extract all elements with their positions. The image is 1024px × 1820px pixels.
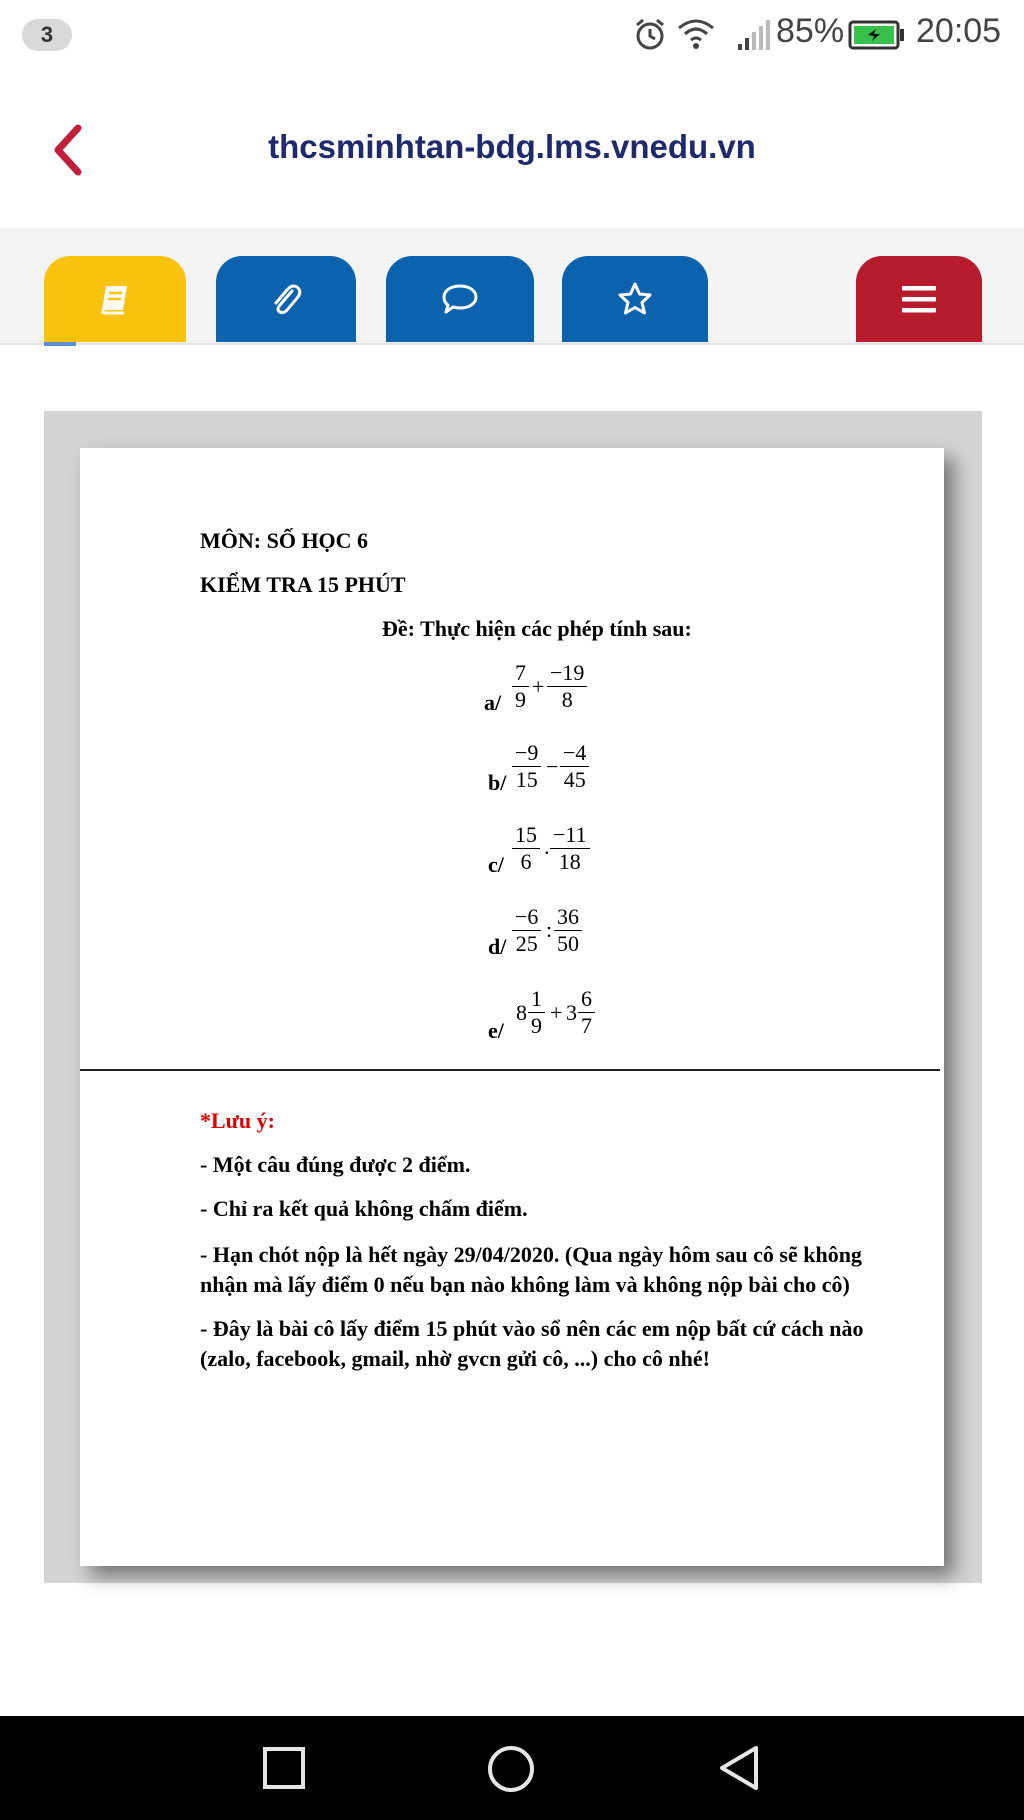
fraction <box>512 740 541 793</box>
denominator: 9 <box>531 1013 542 1038</box>
problem-label: b/ <box>488 770 507 795</box>
fraction <box>528 986 545 1039</box>
note-item: - Hạn chót nộp là hết ngày 29/04/2020. (Qua ngày hôm sau cô sẽ không nhận mà lấy điểm 0 nếu bạn nào không làm và không nộp bài cho cô) <box>200 1242 862 1297</box>
wifi-icon <box>676 16 716 50</box>
numerator: 7 <box>512 660 529 687</box>
note-title: *Lưu ý: <box>200 1108 275 1133</box>
numerator: 1 <box>528 986 545 1013</box>
problem-label: a/ <box>484 690 502 715</box>
status-bar <box>0 0 1024 70</box>
denominator: 18 <box>558 849 581 874</box>
math-problem <box>484 660 704 722</box>
star-icon <box>617 281 653 317</box>
recent-apps-icon[interactable] <box>262 1746 306 1790</box>
numerator: 15 <box>512 822 540 849</box>
operator: + <box>532 674 545 699</box>
fraction <box>547 660 587 713</box>
problem-label: e/ <box>488 1018 504 1043</box>
fraction <box>554 904 582 957</box>
fraction <box>560 740 589 793</box>
denominator: 7 <box>581 1013 592 1038</box>
denominator: 50 <box>557 931 579 956</box>
signal-icon <box>736 18 772 52</box>
operator: − <box>546 754 559 779</box>
numerator: 6 <box>578 986 595 1013</box>
fraction <box>512 660 529 713</box>
math-problem <box>488 822 708 884</box>
numerator: −11 <box>550 822 590 849</box>
doc-test-name: KIỂM TRA 15 PHÚT <box>200 572 406 597</box>
note-item: - Chỉ ra kết quả không chấm điểm. <box>200 1196 528 1221</box>
denominator: 8 <box>561 687 573 712</box>
tab-attachments[interactable] <box>216 256 356 342</box>
fraction <box>512 822 540 875</box>
denominator: 6 <box>520 849 532 874</box>
note-item: - Một câu đúng được 2 điểm. <box>200 1152 471 1177</box>
denominator: 9 <box>515 687 526 712</box>
note-item: - Đây là bài cô lấy điểm 15 phút vào sổ nên các em nộp bất cứ cách nào (zalo, facebook, gmail, nhờ gvcn gửi cô, ...) cho cô nhé! <box>200 1316 864 1371</box>
notebook-icon <box>98 282 132 316</box>
doc-subject: MÔN: SỐ HỌC 6 <box>200 528 369 553</box>
fraction <box>578 986 595 1039</box>
math-problem <box>488 904 708 966</box>
problem-label: d/ <box>488 934 507 959</box>
battery-icon <box>848 20 906 50</box>
tab-favorites[interactable] <box>562 256 708 342</box>
home-icon[interactable] <box>486 1744 536 1794</box>
denominator: 45 <box>563 767 586 792</box>
fraction <box>550 822 590 875</box>
numerator: 36 <box>554 904 582 931</box>
tab-chat[interactable] <box>386 256 534 342</box>
document-page <box>80 448 944 1566</box>
math-problem <box>488 986 708 1048</box>
fraction <box>512 904 541 957</box>
alarm-icon <box>632 16 668 52</box>
numerator: −9 <box>512 740 541 767</box>
system-nav-bar <box>0 1716 1024 1820</box>
document-divider <box>80 1069 940 1071</box>
tab-menu[interactable] <box>856 256 982 342</box>
clock: 20:05 <box>916 12 1002 50</box>
tab-notebook[interactable] <box>44 256 186 342</box>
doc-instruction: Đề: Thực hiện các phép tính sau: <box>382 616 692 641</box>
math-problem <box>488 740 708 802</box>
problem-label: c/ <box>488 852 504 877</box>
denominator: 15 <box>515 767 538 792</box>
denominator: 25 <box>515 931 538 956</box>
numerator: −4 <box>560 740 589 767</box>
paperclip-icon <box>268 281 304 317</box>
chat-bubble-icon <box>441 282 479 316</box>
numerator: −19 <box>547 660 587 687</box>
notification-count-badge: 3 <box>22 19 72 51</box>
tab-active-indicator <box>44 342 76 346</box>
back-icon[interactable] <box>716 1744 762 1792</box>
operator: + <box>550 1000 563 1025</box>
battery-percent: 85% <box>776 12 845 50</box>
numerator: −6 <box>512 904 541 931</box>
operator: . <box>544 834 550 859</box>
page-title: thcsminhtan-bdg.lms.vnedu.vn <box>268 128 756 165</box>
whole-number: 8 <box>516 1000 527 1025</box>
hamburger-menu-icon <box>900 283 938 315</box>
operator: : <box>546 917 553 942</box>
whole-number: 3 <box>566 1000 577 1025</box>
